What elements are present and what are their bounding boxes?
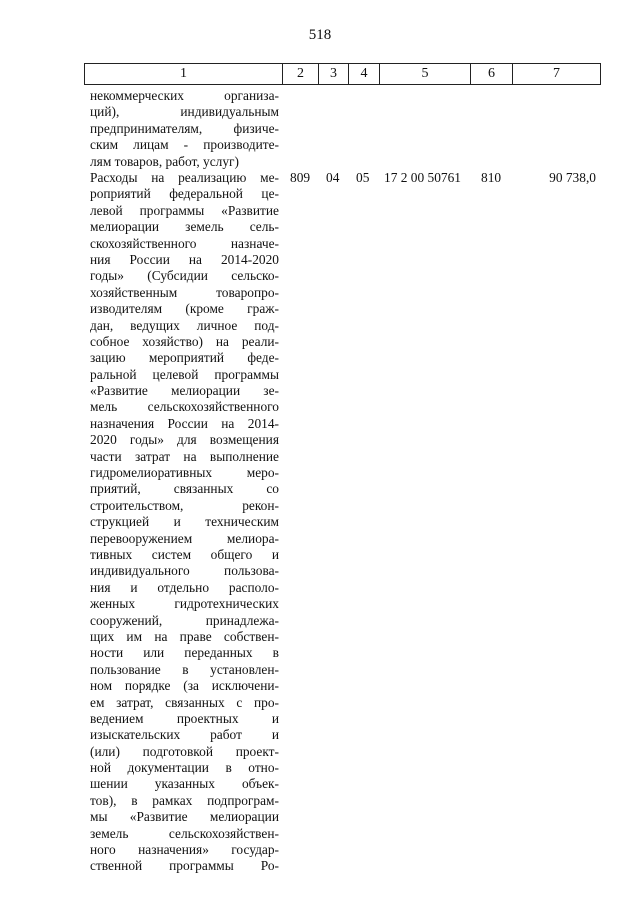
text-line: тов), в рамках подпрограм-	[90, 792, 279, 808]
text-line: ральной целевой программы	[90, 366, 279, 382]
table-header	[84, 63, 601, 85]
text-line: ния России на 2014-2020	[90, 251, 279, 267]
text-line: «Развитие мелиорации зе-	[90, 383, 279, 399]
text-line: гидромелиоративных меро-	[90, 465, 279, 481]
text-line: Расходы на реализацию ме-	[90, 170, 279, 185]
header-col-6: 6	[471, 64, 513, 84]
page-number: 518	[308, 27, 332, 43]
text-line: приятий, связанных со	[90, 481, 279, 497]
text-line: левой программы «Развитие	[90, 202, 279, 218]
text-line: изводителям (кроме граж-	[90, 301, 279, 317]
header-col-5: 5	[380, 64, 471, 84]
text-line: годы» (Субсидии сельско-	[90, 268, 279, 284]
text-line: (или) подготовкой проект-	[90, 743, 279, 759]
text-line: изыскательских работ и	[90, 727, 279, 743]
text-line: дан, ведущих личное под-	[90, 317, 279, 333]
header-col-4: 4	[349, 64, 380, 84]
ministry-code: 809	[290, 170, 311, 185]
text-line: собное хозяйство) на реали-	[90, 333, 279, 349]
target-article-code: 17 2 00 50761	[384, 170, 461, 185]
amount-value: 90 738,0	[549, 170, 596, 185]
text-line: мель сельскохозяйственного	[90, 399, 279, 415]
text-line: части затрат на выполнение	[90, 448, 279, 464]
text-line: ности или переданных в	[90, 645, 279, 661]
text-line: зацию мероприятий феде-	[90, 350, 279, 366]
text-line: 2020 годы» для возмещения	[90, 432, 279, 448]
text-line: ной документации в отно-	[90, 760, 279, 776]
text-line: ственной программы Ро-	[90, 858, 279, 874]
text-line: роприятий федеральной це-	[90, 186, 279, 202]
text-line: ем затрат, связанных с про-	[90, 694, 279, 710]
text-line: лям товаров, работ, услуг)	[90, 153, 240, 169]
text-line: скохозяйственного назначе-	[90, 235, 279, 251]
text-line: ном порядке (за исключени-	[90, 678, 279, 694]
text-line: некоммерческих организа-	[90, 88, 279, 103]
text-line: струкцией и техническим	[90, 514, 279, 530]
text-line: предпринимателям, физиче-	[90, 120, 279, 136]
text-line: ного назначения» государ-	[90, 842, 279, 858]
text-line: назначения России на 2014-	[90, 415, 279, 431]
section-code: 04	[326, 170, 340, 185]
text-line: ций), индивидуальным	[90, 104, 279, 120]
text-line: земель сельскохозяйствен-	[90, 825, 279, 841]
expense-type-code: 810	[481, 170, 502, 185]
row-description	[90, 170, 279, 875]
text-line: мы «Развитие мелиорации	[90, 809, 279, 825]
text-line: строительством, рекон-	[90, 497, 279, 513]
text-line: шении указанных объек-	[90, 776, 279, 792]
header-col-3: 3	[319, 64, 349, 84]
text-line: мелиорации земель сель-	[90, 219, 279, 235]
text-line: щих им на праве собствен-	[90, 628, 279, 644]
text-line: хозяйственным товаропро-	[90, 284, 279, 300]
text-line: ским лицам - производите-	[90, 137, 279, 153]
subsection-code: 05	[356, 170, 370, 185]
text-line: сооружений, принадлежа-	[90, 612, 279, 628]
text-line: женных гидротехнических	[90, 596, 279, 612]
text-line: ния и отдельно располо-	[90, 579, 279, 595]
text-line: пользование в установлен-	[90, 661, 279, 677]
previous-row-description	[90, 88, 279, 170]
header-col-7: 7	[553, 66, 560, 81]
text-line: ведением проектных и	[90, 710, 279, 726]
text-line: тивных систем общего и	[90, 546, 279, 562]
header-col-1: 1	[85, 64, 283, 84]
text-line: индивидуального пользова-	[90, 563, 279, 579]
header-col-2: 2	[283, 64, 319, 84]
text-line: перевооружением мелиора-	[90, 530, 279, 546]
